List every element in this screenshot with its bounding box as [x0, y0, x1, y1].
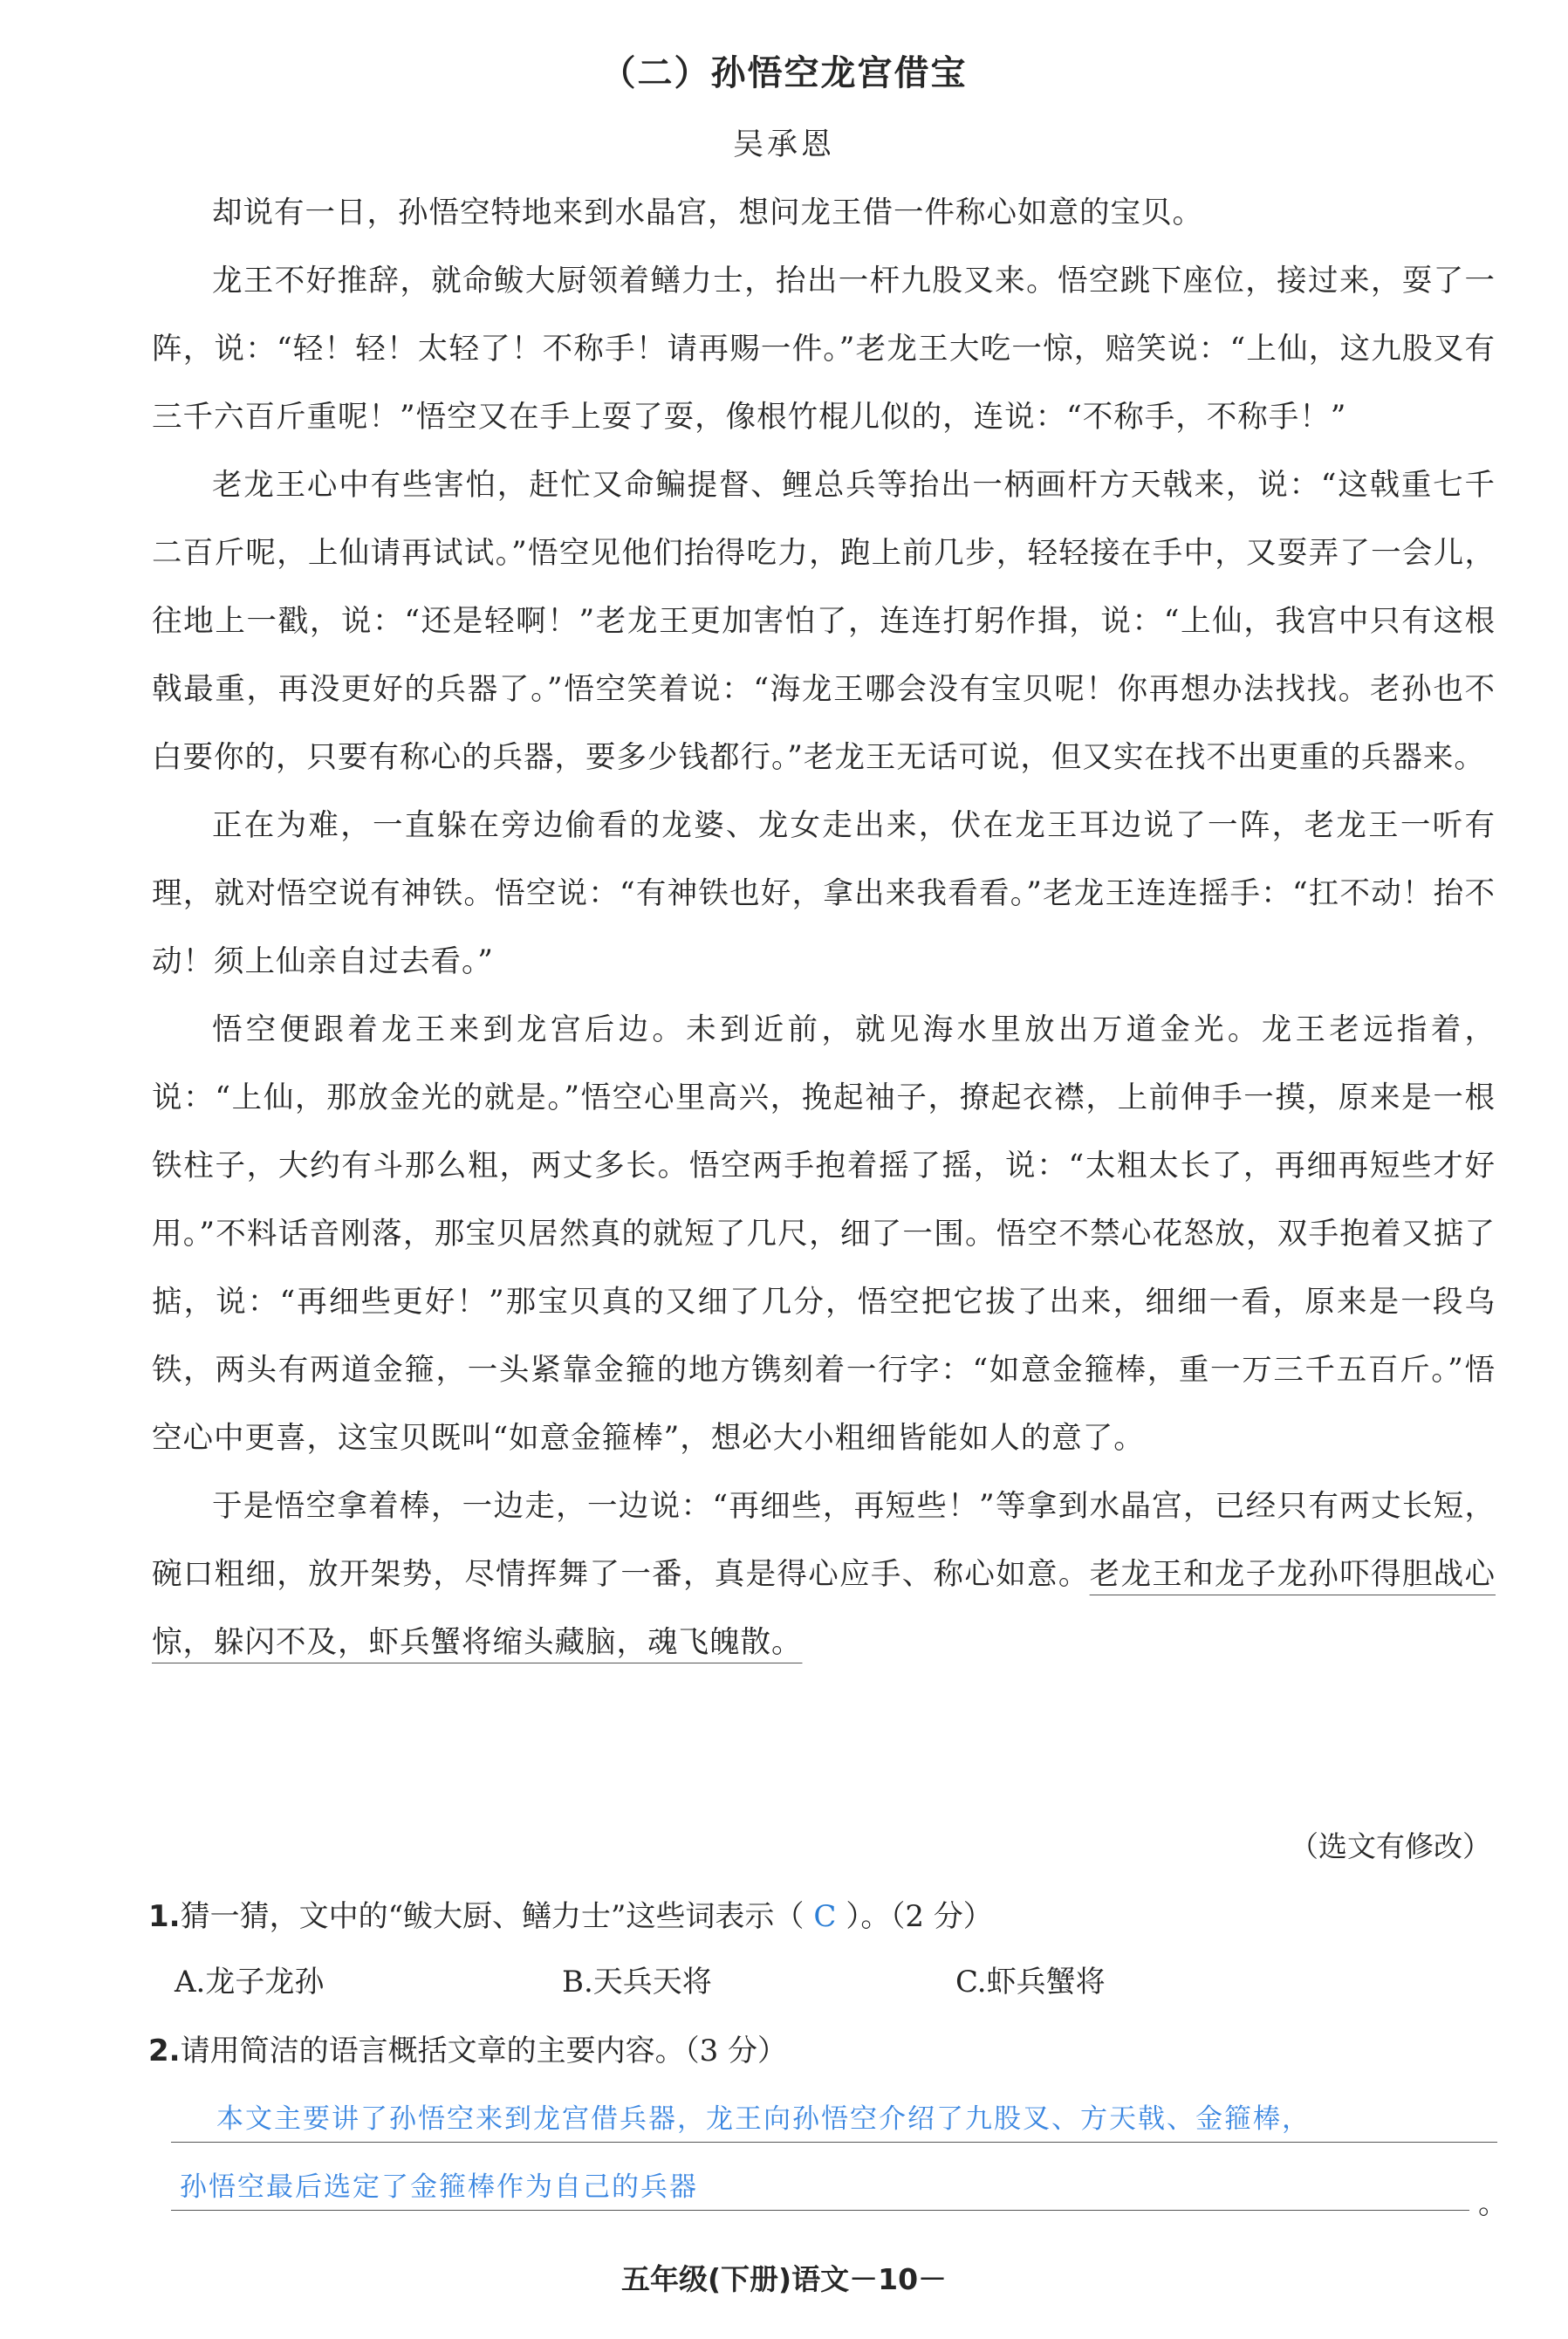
question-1-answer: C: [813, 1899, 837, 1934]
question-2: [148, 2027, 787, 2069]
paragraph: 老龙王心中有些害怕，赶忙又命鳊提督、鲤总兵等抬出一柄画杆方天戟来，说：“这戟重七千二百斤呢，上仙请再试试。”悟空见他们抬得吃力，跑上前几步，轻轻接在手中，又耍弄了一会儿，往地上一戳，说：“还是轻啊！”老龙王更加害怕了，连连打躬作揖，说：“上仙，我宫中只有这根戟最重，再没更好的兵器了。”悟空笑着说：“海龙王哪会没有宝贝呢！你再想办法找找。老孙也不白要你的，只要有称心的兵器，要多少钱都行。”老龙王无话可说，但又实在找不出更重的兵器来。: [152, 468, 1496, 775]
question-1: [148, 1892, 993, 1935]
article-body: [152, 179, 1496, 1677]
answer-underline-2: [171, 2210, 1469, 2211]
question-1-number: 1.: [148, 1899, 181, 1934]
answer-end-mark: 。: [1478, 2186, 1508, 2221]
question-2-prompt: 请用简洁的语言概括文章的主要内容。（3 分）: [180, 2034, 788, 2068]
article-title: （二）孙悟空龙宫借宝: [600, 53, 968, 93]
option-a: A.龙子龙孙: [175, 1965, 325, 1999]
article-author: 吴承恩: [732, 127, 835, 162]
question-2-number: 2.: [148, 2034, 181, 2068]
paragraph: 龙王不好推辞，就命鲅大厨领着鳝力士，抬出一杆九股叉来。悟空跳下座位，接过来，耍了一阵，说：“轻！轻！太轻了！不称手！请再赐一件。”老龙王大吃一惊，赔笑说：“上仙，这九股叉有三千六百斤重呢！”悟空又在手上耍了耍，像根竹棍儿似的，连说：“不称手，不称手！”: [152, 264, 1496, 435]
question-1-prompt-end: ）。（2 分）: [846, 1899, 993, 1934]
paragraph-last: [152, 1472, 1496, 1677]
option-b: B.天兵天将: [562, 1965, 712, 1999]
paragraph: 却说有一日，孙悟空特地来到水晶宫，想问龙王借一件称心如意的宝贝。: [212, 195, 1203, 230]
source-note: （选文有修改）: [1290, 1829, 1491, 1863]
option-c: C.虾兵蟹将: [955, 1965, 1106, 1999]
answer-underline-1: [171, 2142, 1497, 2143]
answer-line-1: 本文主要讲了孙悟空来到龙宫借兵器，龙王向孙悟空介绍了九股叉、方天戟、金箍棒，: [216, 2103, 1311, 2135]
underlined-sentence: 老龙王和龙子龙孙吓得胆战心惊，躲闪不及，虾兵蟹将缩头藏脑，魂飞魄散。: [152, 1557, 1496, 1660]
question-1-prompt: 猜一猜，文中的“鲅大厨、鳝力士”这些词表示（: [180, 1899, 805, 1934]
paragraph: 正在为难，一直躲在旁边偷看的龙婆、龙女走出来，伏在龙王耳边说了一阵，老龙王一听有理，就对悟空说有神铁。悟空说：“有神铁也好，拿出来我看看。”老龙王连连摇手：“扛不动！抬不动！须上仙亲自过去看。”: [152, 808, 1496, 979]
paragraph: 悟空便跟着龙王来到龙宫后边。未到近前，就见海水里放出万道金光。龙王老远指着，说：“上仙，那放金光的就是。”悟空心里高兴，挽起袖子，撩起衣襟，上前伸手一摸，原来是一根铁柱子，大约有斗那么粗，两丈多长。悟空两手抱着摇了摇，说：“太粗太长了，再细再短些才好用。”不料话音刚落，那宝贝居然真的就短了几尺，细了一围。悟空不禁心花怒放，双手抱着又掂了掂，说：“再细些更好！”那宝贝真的又细了几分，悟空把它拔了出来，细细一看，原来是一段乌铁，两头有两道金箍，一头紧靠金箍的地方镌刻着一行字：“如意金箍棒，重一万三千五百斤。”悟空心中更喜，这宝贝既叫“如意金箍棒”，想必大小粗细皆能如人的意了。: [152, 1012, 1496, 1456]
answer-line-2: 孙悟空最后选定了金箍棒作为自己的兵器: [180, 2171, 698, 2203]
paragraph-last-plain: 于是悟空拿着棒，一边走，一边说：“再细些，再短些！”等拿到水晶宫，已经只有两丈长短，碗口粗细，放开架势，尽情挥舞了一番，真是得心应手、称心如意。: [152, 1489, 1496, 1592]
page-footer: 五年级(下册)语文－10－: [620, 2262, 948, 2296]
